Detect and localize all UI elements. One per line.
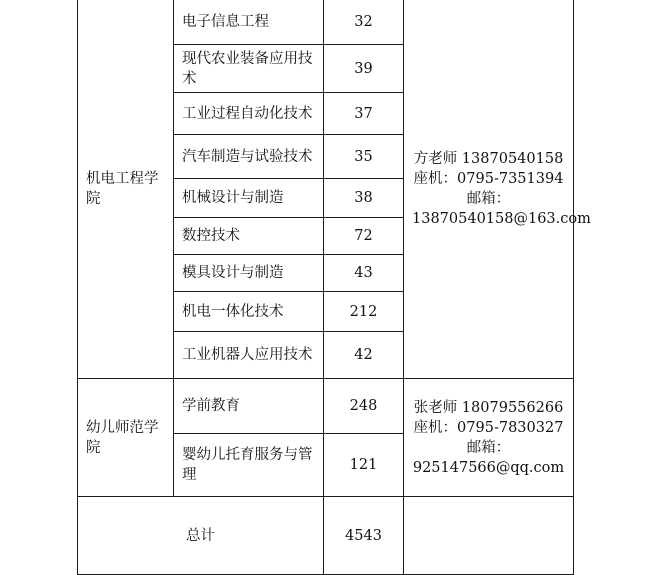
contact-email: 13870540158@163.com <box>412 210 591 227</box>
major-name: 数控技术 <box>174 218 324 255</box>
major-count: 121 <box>324 434 404 497</box>
contact-info <box>404 0 591 379</box>
contact-teacher-phone: 方老师 13870540158 <box>413 150 564 167</box>
college-name: 机电工程学院 <box>78 0 174 379</box>
total-row <box>78 497 574 575</box>
contact-email-label: 邮箱： <box>466 190 511 207</box>
major-name: 机械设计与制造 <box>174 179 324 218</box>
major-count: 32 <box>324 0 404 45</box>
major-count: 38 <box>324 179 404 218</box>
major-name: 汽车制造与试验技术 <box>174 135 324 179</box>
major-name: 模具设计与制造 <box>174 255 324 292</box>
contact-teacher-phone: 张老师 18079556266 <box>413 399 564 416</box>
table-row <box>78 379 574 434</box>
major-count: 72 <box>324 218 404 255</box>
table-row <box>78 0 574 45</box>
major-name: 婴幼儿托育服务与管理 <box>174 434 324 497</box>
major-name: 现代农业装备应用技术 <box>174 45 324 93</box>
total-label: 总计 <box>78 497 324 575</box>
major-count: 42 <box>324 332 404 379</box>
major-name: 电子信息工程 <box>174 0 324 45</box>
major-name: 工业过程自动化技术 <box>174 93 324 135</box>
contact-info <box>404 379 574 497</box>
major-name: 学前教育 <box>174 379 324 434</box>
major-count: 248 <box>324 379 404 434</box>
major-count: 43 <box>324 255 404 292</box>
major-count: 212 <box>324 292 404 332</box>
major-count: 39 <box>324 45 404 93</box>
contact-landline: 座机：0795-7830327 <box>413 419 564 436</box>
enrollment-table <box>77 0 591 575</box>
major-name: 工业机器人应用技术 <box>174 332 324 379</box>
college-name: 幼儿师范学院 <box>78 379 174 497</box>
major-count: 35 <box>324 135 404 179</box>
total-count: 4543 <box>324 497 404 575</box>
total-contact <box>404 497 574 575</box>
contact-email-label: 邮箱： <box>466 439 511 456</box>
contact-email: 925147566@qq.com <box>412 459 565 476</box>
major-name: 机电一体化技术 <box>174 292 324 332</box>
major-count: 37 <box>324 93 404 135</box>
contact-landline: 座机：0795-7351394 <box>413 170 564 187</box>
